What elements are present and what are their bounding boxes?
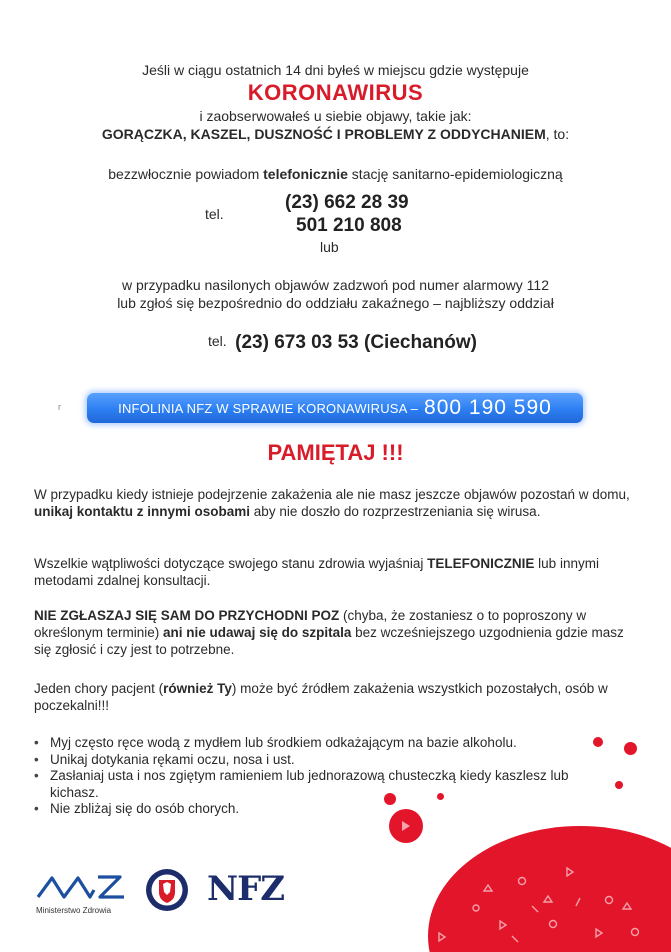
virus-large-blob: [428, 826, 671, 952]
severe-line-2: lub zgłoś się bezpośrednio do oddziału zakaźnego – najbliższy oddział: [117, 295, 554, 311]
hotline-banner: [87, 393, 583, 423]
p2-text-end: lub innymi metodami zdalnej konsultacji.: [34, 556, 599, 588]
notify-text-before: bezzwłocznie powiadom: [108, 166, 264, 182]
decor-dot: [384, 793, 396, 805]
tel-label: tel.: [205, 206, 224, 222]
p2-text: Wszelkie wątpliwości dotyczące swojego stanu zdrowia wyjaśniaj: [34, 556, 428, 571]
p3-bold-2: ani nie udawaj się do szpitala: [163, 625, 352, 640]
decor-dot: [437, 793, 444, 800]
p3-text: (chyba, że zostaniesz o to poproszony w określonym terminie): [34, 608, 587, 640]
paragraph-stay-home: [34, 486, 634, 520]
hygiene-tips-list: [34, 735, 594, 818]
symptoms-suffix: , to:: [545, 126, 570, 142]
phone-2: 501 210 808: [296, 215, 402, 236]
severe-line-1: w przypadku nasilonych objawów zadzwoń pod numer alarmowy 112: [122, 277, 549, 293]
ministry-caption: Ministerstwo Zdrowia: [36, 906, 112, 915]
phone-1: (23) 662 28 39: [285, 192, 409, 213]
hotline-number: 800 190 590: [424, 396, 552, 419]
p1-text-end: aby nie doszło do rozprzestrzeniania się wirusa.: [250, 504, 541, 519]
stray-mark: r: [58, 402, 61, 412]
list-item: • Unikaj dotykania rękami oczu, nosa i ust.: [34, 752, 594, 769]
list-item: • Zasłaniaj usta i nos zgiętym ramieniem lub jednorazową chusteczką kiedy kaszlesz lub kichasz.: [34, 768, 594, 801]
ward-phone: (23) 673 03 53 (Ciechanów): [235, 332, 477, 353]
list-item: • Myj często ręce wodą z mydłem lub środkiem odkażającym na bazie alkoholu.: [34, 735, 594, 752]
paragraph-do-not-visit: [34, 607, 634, 658]
list-item: • Nie zbliżaj się do osób chorych.: [34, 801, 594, 818]
paragraph-phone-consult: [34, 555, 634, 589]
nfz-logo: NFZ: [207, 869, 285, 909]
or-label: lub: [320, 239, 339, 255]
p1-bold: unikaj kontaktu z innymi osobami: [34, 504, 251, 519]
koronawirus-heading: KORONAWIRUS: [247, 80, 424, 105]
p4-text: Jeden chory pacjent (: [34, 681, 164, 696]
decor-dot: [624, 742, 637, 755]
intro-line-2: i zaobserwowałeś u siebie objawy, takie jak:: [199, 108, 472, 124]
notify-text-bold: telefonicznie: [263, 166, 348, 182]
notify-text-after: stację sanitarno-epidemiologiczną: [347, 166, 563, 182]
p4-bold: również Ty: [163, 681, 232, 696]
hotline-label: INFOLINIA NFZ W SPRAWIE KORONAWIRUSA –: [118, 400, 419, 416]
ward-tel-label: tel.: [208, 333, 227, 349]
decor-dot: [615, 781, 623, 789]
ministry-logo-icon: [36, 872, 128, 900]
p3-bold: NIE ZGŁASZAJ SIĘ SAM DO PRZYCHODNI POZ: [34, 608, 340, 623]
p2-bold: TELEFONICZNIE: [427, 556, 535, 571]
ward-phone-line: [208, 332, 477, 354]
p1-text: W przypadku kiedy istnieje podejrzenie zakażenia ale nie masz jeszcze objawów pozostań w domu,: [34, 487, 630, 502]
p3-text-end: bez wcześniejszego uzgodnienia gdzie masz się zgłosić i czy jest to potrzebne.: [34, 625, 624, 657]
p4-text-end: ) może być źródłem zakażenia wszystkich pozostałych, osób w poczekalni!!!: [34, 681, 608, 713]
decor-dot: [593, 737, 603, 747]
symptoms-line: [0, 126, 671, 142]
notify-line: [0, 166, 671, 182]
paragraph-one-patient: [34, 680, 634, 714]
virus-graphic: [380, 808, 671, 952]
symptoms-list: GORĄCZKA, KASZEL, DUSZNOŚĆ I PROBLEMY Z ODDYCHANIEM: [101, 126, 546, 142]
intro-line-1: Jeśli w ciągu ostatnich 14 dni byłeś w miejscu gdzie występuje: [142, 62, 529, 78]
sanitary-inspection-emblem-icon: [145, 868, 189, 912]
remember-heading: PAMIĘTAJ !!!: [267, 440, 404, 465]
